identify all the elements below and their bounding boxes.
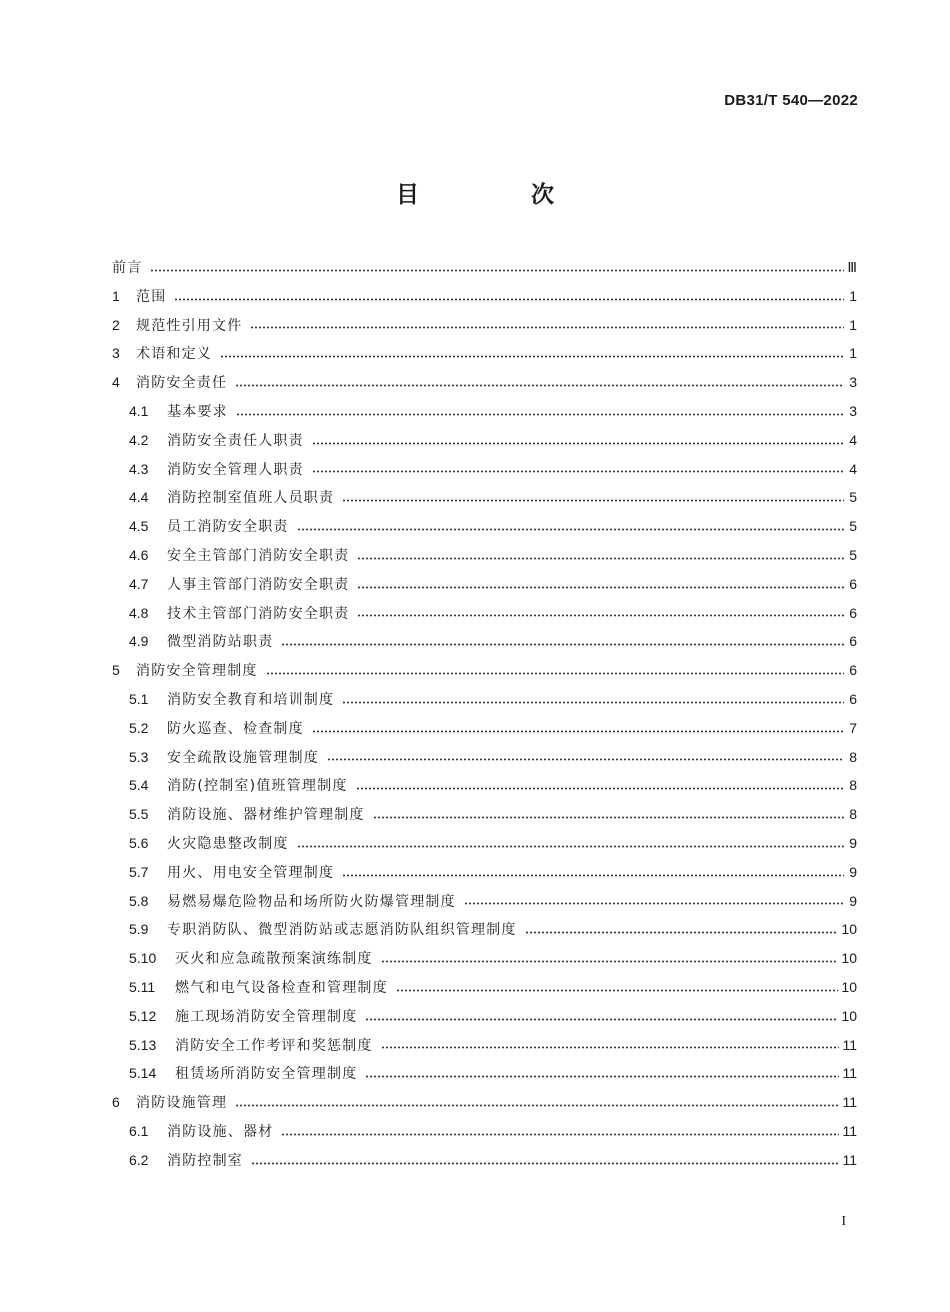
dot-leader [297, 528, 844, 531]
toc-entry-number: 5.3 [129, 748, 149, 765]
dot-leader [312, 442, 844, 445]
toc-entry-page: 8 [849, 777, 857, 794]
dot-leader [373, 816, 844, 819]
toc-entry[interactable] [112, 771, 857, 800]
toc-entry[interactable] [112, 829, 857, 858]
toc-entry-title: 消防设施管理 [136, 1095, 228, 1112]
toc-entry[interactable] [112, 311, 857, 340]
toc-entry-page: 4 [849, 431, 857, 448]
toc-entry[interactable] [112, 455, 857, 484]
toc-entry-page: 11 [842, 1151, 857, 1168]
toc-entry-number: 5.13 [129, 1036, 157, 1053]
toc-entry-page: 11 [842, 1122, 857, 1139]
toc-entry-title: 租赁场所消防安全管理制度 [175, 1066, 358, 1083]
toc-entry-title: 用火、用电安全管理制度 [167, 864, 335, 881]
toc-entry-title: 安全疏散设施管理制度 [167, 749, 319, 766]
dot-leader [381, 1046, 840, 1049]
toc-entry-title: 技术主管部门消防安全职责 [167, 605, 350, 622]
toc-entry-title: 消防控制室值班人员职责 [167, 490, 335, 507]
toc-entry-number: 4.3 [129, 460, 149, 477]
toc-entry-number: 1 [112, 287, 120, 304]
dot-leader [342, 499, 844, 502]
toc-entry-number: 4.6 [129, 546, 149, 563]
toc-entry-number: 5.12 [129, 1007, 157, 1024]
toc-entry[interactable] [112, 570, 857, 599]
toc-entry-number: 4.2 [129, 431, 149, 448]
dot-leader [396, 989, 839, 992]
toc-entry[interactable] [112, 714, 857, 743]
dot-leader [357, 614, 844, 617]
toc-entry-number: 5.14 [129, 1065, 157, 1082]
toc-entry-page: Ⅲ [847, 259, 857, 275]
toc-entry-page: 3 [849, 402, 857, 419]
toc-entry-number: 6.1 [129, 1122, 149, 1139]
toc-entry-number: 5.9 [129, 921, 149, 938]
dot-leader [356, 787, 844, 790]
toc-entry-title: 易燃易爆危险物品和场所防火防爆管理制度 [167, 893, 456, 910]
toc-entry[interactable] [112, 887, 857, 916]
toc-entry-page: 11 [842, 1036, 857, 1053]
dot-leader [327, 758, 844, 761]
toc-entry-title: 消防安全责任人职责 [167, 432, 304, 449]
toc-entry-title: 消防安全责任 [136, 375, 228, 392]
toc-entry-title: 消防控制室 [167, 1152, 243, 1169]
toc-entry-title: 燃气和电气设备检查和管理制度 [175, 979, 388, 996]
toc-entry-page: 6 [849, 575, 857, 592]
dot-leader [357, 557, 844, 560]
toc-entry-title: 员工消防安全职责 [167, 519, 289, 536]
toc-entry-number: 4.5 [129, 518, 149, 535]
toc-entry[interactable] [112, 973, 857, 1002]
toc-entry[interactable] [112, 1002, 857, 1031]
toc-entry[interactable] [112, 599, 857, 628]
dot-leader [342, 874, 844, 877]
toc-entry-number: 4.8 [129, 604, 149, 621]
toc-entry-title: 安全主管部门消防安全职责 [167, 547, 350, 564]
toc-entry-title: 前言 [112, 260, 143, 276]
toc-entry-title: 消防安全管理制度 [136, 663, 258, 680]
toc-entry-number: 4.4 [129, 489, 149, 506]
dot-leader [381, 960, 839, 963]
dot-leader [220, 355, 844, 358]
toc-entry-page: 11 [842, 1094, 857, 1111]
toc-entry-title: 基本要求 [167, 403, 228, 420]
toc-entry-number: 6.2 [129, 1151, 149, 1168]
toc-entry[interactable] [112, 685, 857, 714]
toc-entry-page: 5 [849, 518, 857, 535]
toc-entry-page: 5 [849, 489, 857, 506]
toc-entry-number: 6 [112, 1094, 120, 1111]
toc-entry[interactable] [112, 426, 857, 455]
toc-entry-page: 6 [849, 690, 857, 707]
toc-entry-page: 6 [849, 604, 857, 621]
toc-entry-page: 11 [842, 1065, 857, 1082]
toc-entry-title: 术语和定义 [136, 346, 212, 363]
toc-entry-number: 4.9 [129, 633, 149, 650]
toc-entry-number: 5.1 [129, 690, 149, 707]
toc-entry-page: 1 [849, 316, 857, 333]
toc-entry-title: 规范性引用文件 [136, 317, 243, 334]
toc-entry-page: 9 [849, 892, 857, 909]
dot-leader [365, 1018, 838, 1021]
toc-entry-page: 10 [841, 950, 857, 967]
toc-entry-title: 火灾隐患整改制度 [167, 835, 289, 852]
toc-entry[interactable] [112, 1146, 857, 1175]
toc-entry-number: 2 [112, 316, 120, 333]
toc-entry-title: 消防(控制室)值班管理制度 [167, 778, 348, 795]
toc-entry-title: 范围 [136, 288, 167, 305]
dot-leader [281, 1133, 839, 1136]
toc-entry[interactable] [112, 656, 857, 685]
toc-entry-page: 8 [849, 806, 857, 823]
toc-entry-title: 消防设施、器材维护管理制度 [167, 807, 365, 824]
toc-entry-page: 1 [849, 345, 857, 362]
dot-leader [251, 1162, 839, 1165]
toc-entry[interactable] [112, 915, 857, 944]
toc-entry[interactable] [112, 627, 857, 656]
toc-entry-number: 5.5 [129, 806, 149, 823]
toc-entry-number: 5.7 [129, 863, 149, 880]
standard-code: DB31/T 540—2022 [724, 92, 858, 109]
toc-entry-page: 7 [849, 719, 857, 736]
toc-entry-page: 10 [841, 921, 857, 938]
dot-leader [297, 845, 844, 848]
dot-leader [236, 413, 844, 416]
toc-entry-page: 8 [849, 748, 857, 765]
toc-entry[interactable] [112, 339, 857, 368]
toc-entry-title: 消防安全教育和培训制度 [167, 691, 335, 708]
toc-entry-page: 9 [849, 834, 857, 851]
toc-entry-page: 6 [849, 633, 857, 650]
toc-entry[interactable] [112, 253, 857, 282]
toc-entry-number: 5.4 [129, 777, 149, 794]
toc-entry-page: 4 [849, 460, 857, 477]
toc-entry-number: 5.10 [129, 950, 157, 967]
toc-entry[interactable] [112, 1117, 857, 1146]
toc-entry-number: 4 [112, 374, 120, 391]
toc-entry-number: 4.7 [129, 575, 149, 592]
dot-leader [150, 269, 844, 272]
toc-entry-page: 10 [841, 978, 857, 995]
toc-entry-number: 5.6 [129, 834, 149, 851]
dot-leader [312, 470, 844, 473]
dot-leader [464, 902, 844, 905]
toc-entry[interactable] [112, 743, 857, 772]
toc-entry[interactable] [112, 483, 857, 512]
toc-entry-page: 3 [849, 374, 857, 391]
toc-entry-number: 5.2 [129, 719, 149, 736]
toc-entry-number: 5 [112, 662, 120, 679]
dot-leader [365, 1075, 839, 1078]
toc-entry-title: 微型消防站职责 [167, 634, 274, 651]
dot-leader [235, 384, 844, 387]
toc-entry-number: 5.11 [129, 978, 156, 995]
page-title: 目 次 [395, 182, 606, 208]
toc-entry-number: 3 [112, 345, 120, 362]
dot-leader [174, 298, 844, 301]
toc-entry[interactable] [112, 800, 857, 829]
toc-entry-title: 消防安全管理人职责 [167, 461, 304, 478]
dot-leader [281, 643, 844, 646]
toc-entry-page: 1 [849, 287, 857, 304]
toc-entry-title: 灭火和应急疏散预案演练制度 [175, 951, 373, 968]
toc-entry-page: 9 [849, 863, 857, 880]
dot-leader [357, 586, 844, 589]
toc-entry-title: 专职消防队、微型消防站或志愿消防队组织管理制度 [167, 922, 517, 939]
toc-entry[interactable] [112, 512, 857, 541]
toc-entry-page: 6 [849, 662, 857, 679]
toc-entry-title: 消防设施、器材 [167, 1123, 274, 1140]
dot-leader [342, 701, 844, 704]
dot-leader [235, 1104, 839, 1107]
toc-entry-title: 人事主管部门消防安全职责 [167, 576, 350, 593]
toc-entry[interactable] [112, 858, 857, 887]
dot-leader [266, 672, 844, 675]
toc-entry[interactable] [112, 541, 857, 570]
dot-leader [312, 730, 844, 733]
toc-entry[interactable] [112, 368, 857, 397]
toc-entry[interactable] [112, 1059, 857, 1088]
toc-entry-page: 5 [849, 546, 857, 563]
dot-leader [525, 931, 839, 934]
toc-entry[interactable] [112, 1031, 857, 1060]
toc-entry-title: 防火巡查、检查制度 [167, 720, 304, 737]
toc-entry-number: 5.8 [129, 892, 149, 909]
page-number: I [841, 1214, 846, 1229]
toc-entry[interactable] [112, 1088, 857, 1117]
dot-leader [250, 326, 844, 329]
toc-entry[interactable] [112, 282, 857, 311]
table-of-contents [112, 253, 857, 1175]
toc-entry-page: 10 [841, 1007, 857, 1024]
toc-entry[interactable] [112, 944, 857, 973]
toc-entry-title: 施工现场消防安全管理制度 [175, 1008, 358, 1025]
toc-entry-number: 4.1 [129, 402, 149, 419]
toc-entry-title: 消防安全工作考评和奖惩制度 [175, 1037, 373, 1054]
toc-entry[interactable] [112, 397, 857, 426]
